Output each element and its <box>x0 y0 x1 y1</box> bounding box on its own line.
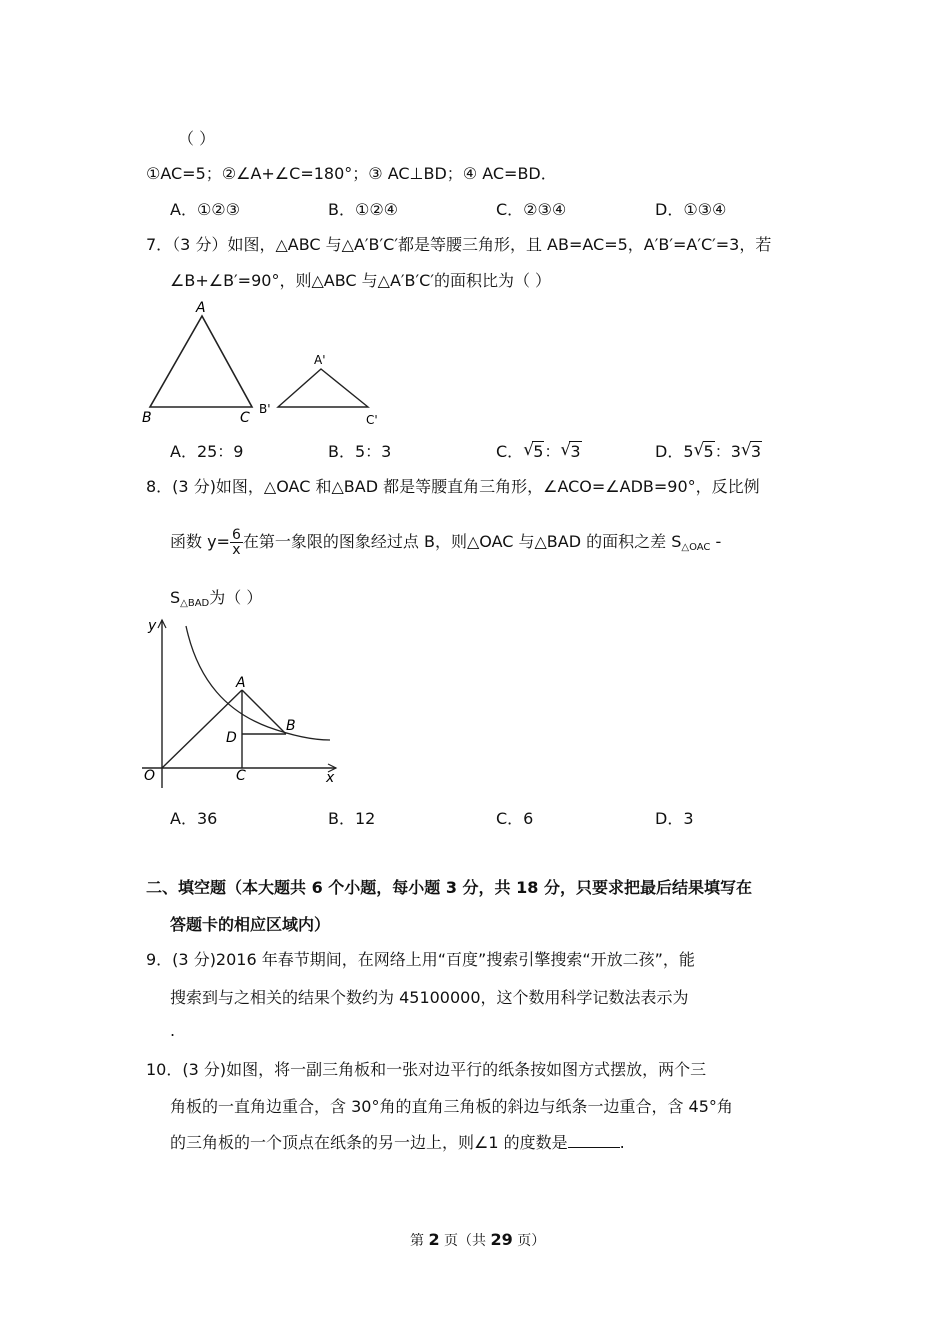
q8-line2: 函数 y= $\frac{6}{x}$ 在第一象限的图象经过点 B，则△OAC 与△BAD 的面积之差 $S_{\triangle OAC}$ - <box>170 527 722 558</box>
label-y: y <box>148 618 157 634</box>
q6-option-c: C．②③④ <box>496 200 567 219</box>
q10-line1: 10．(3 分)如图，将一副三角板和一张对边平行的纸条按如图方式摆放，两个三 <box>146 1060 707 1079</box>
q7-line2: ∠B+∠B′=90°，则△ABC 与△A′B′C′的面积比为（ ） <box>170 271 552 290</box>
q7-option-b: B．5：3 <box>328 442 392 461</box>
label-o: O <box>144 768 156 784</box>
q8-figure <box>138 612 348 792</box>
label-b: B <box>142 410 152 426</box>
fraction-6-over-x: $\frac{6}{x}$ <box>231 527 241 558</box>
q10-line2: 角板的一直角边重合，含 30°角的直角三角板的斜边与纸条一边重合，含 45°角 <box>170 1097 733 1116</box>
triangle-abc <box>150 316 252 407</box>
section2-title: 二、填空题（本大题共 6 个小题，每小题 3 分，共 18 分，只要求把最后结果填写在 <box>146 878 752 897</box>
q8-option-d: D．3 <box>655 809 694 828</box>
triangle-abc-prime <box>278 369 368 407</box>
label-a: A <box>196 300 206 316</box>
label-c-prime: C' <box>366 413 378 427</box>
label-d: D <box>226 730 237 746</box>
label-b: B <box>286 718 296 734</box>
label-b-prime: B' <box>259 402 271 416</box>
q8-line1: 8．(3 分)如图，△OAC 和△BAD 都是等腰直角三角形，∠ACO=∠ADB=90°，反比例 <box>146 477 760 496</box>
q10-line3: 的三角板的一个顶点在纸条的另一边上，则∠1 的度数是 . <box>170 1133 625 1152</box>
label-a-prime: A' <box>314 353 326 367</box>
q7-figure <box>138 296 398 432</box>
label-c: C <box>240 410 250 426</box>
q8-line3: $S_{\triangle BAD}$为（ ） <box>170 588 263 609</box>
answer-blank <box>568 1133 620 1148</box>
q7-option-a: A．25：9 <box>170 442 244 461</box>
q7-option-d: D．5 √ 5：3 √ 3 <box>655 440 762 461</box>
page-footer: 第 2 页（共 29 页） <box>410 1230 546 1249</box>
segment-oa <box>162 690 242 768</box>
q7-option-c: C． √ 5： √ 3 <box>496 440 581 461</box>
footer-page-number: 2 <box>428 1230 440 1249</box>
q8-option-b: B．12 <box>328 809 376 828</box>
q8-option-a: A．36 <box>170 809 218 828</box>
q9-line3: . <box>170 1021 176 1040</box>
segment-ab <box>242 690 286 734</box>
q6-option-d: D．①③④ <box>655 200 727 219</box>
q9-line2: 搜索到与之相关的结果个数约为 45100000，这个数用科学记数法表示为 <box>170 988 689 1007</box>
label-c: C <box>236 768 246 784</box>
q7-line1: 7．（3 分）如图，△ABC 与△A′B′C′都是等腰三角形，且 AB=AC=5，A′B′=A′C′=3，若 <box>146 235 772 254</box>
label-a: A <box>236 675 246 691</box>
q8-option-c: C．6 <box>496 809 534 828</box>
q6-option-a: A．①②③ <box>170 200 240 219</box>
q6-option-b: B．①②④ <box>328 200 399 219</box>
section2-title-cont: 答题卡的相应区域内） <box>170 915 331 934</box>
q6-paren: （ ） <box>178 129 216 148</box>
footer-total-pages: 29 <box>490 1230 513 1249</box>
label-x: x <box>326 770 335 786</box>
q9-line1: 9．(3 分)2016 年春节期间，在网络上用“百度”搜索引擎搜索“开放二孩”，能 <box>146 950 695 969</box>
q6-conditions: ①AC=5；②∠A+∠C=180°；③ AC⊥BD；④ AC=BD． <box>146 164 557 183</box>
